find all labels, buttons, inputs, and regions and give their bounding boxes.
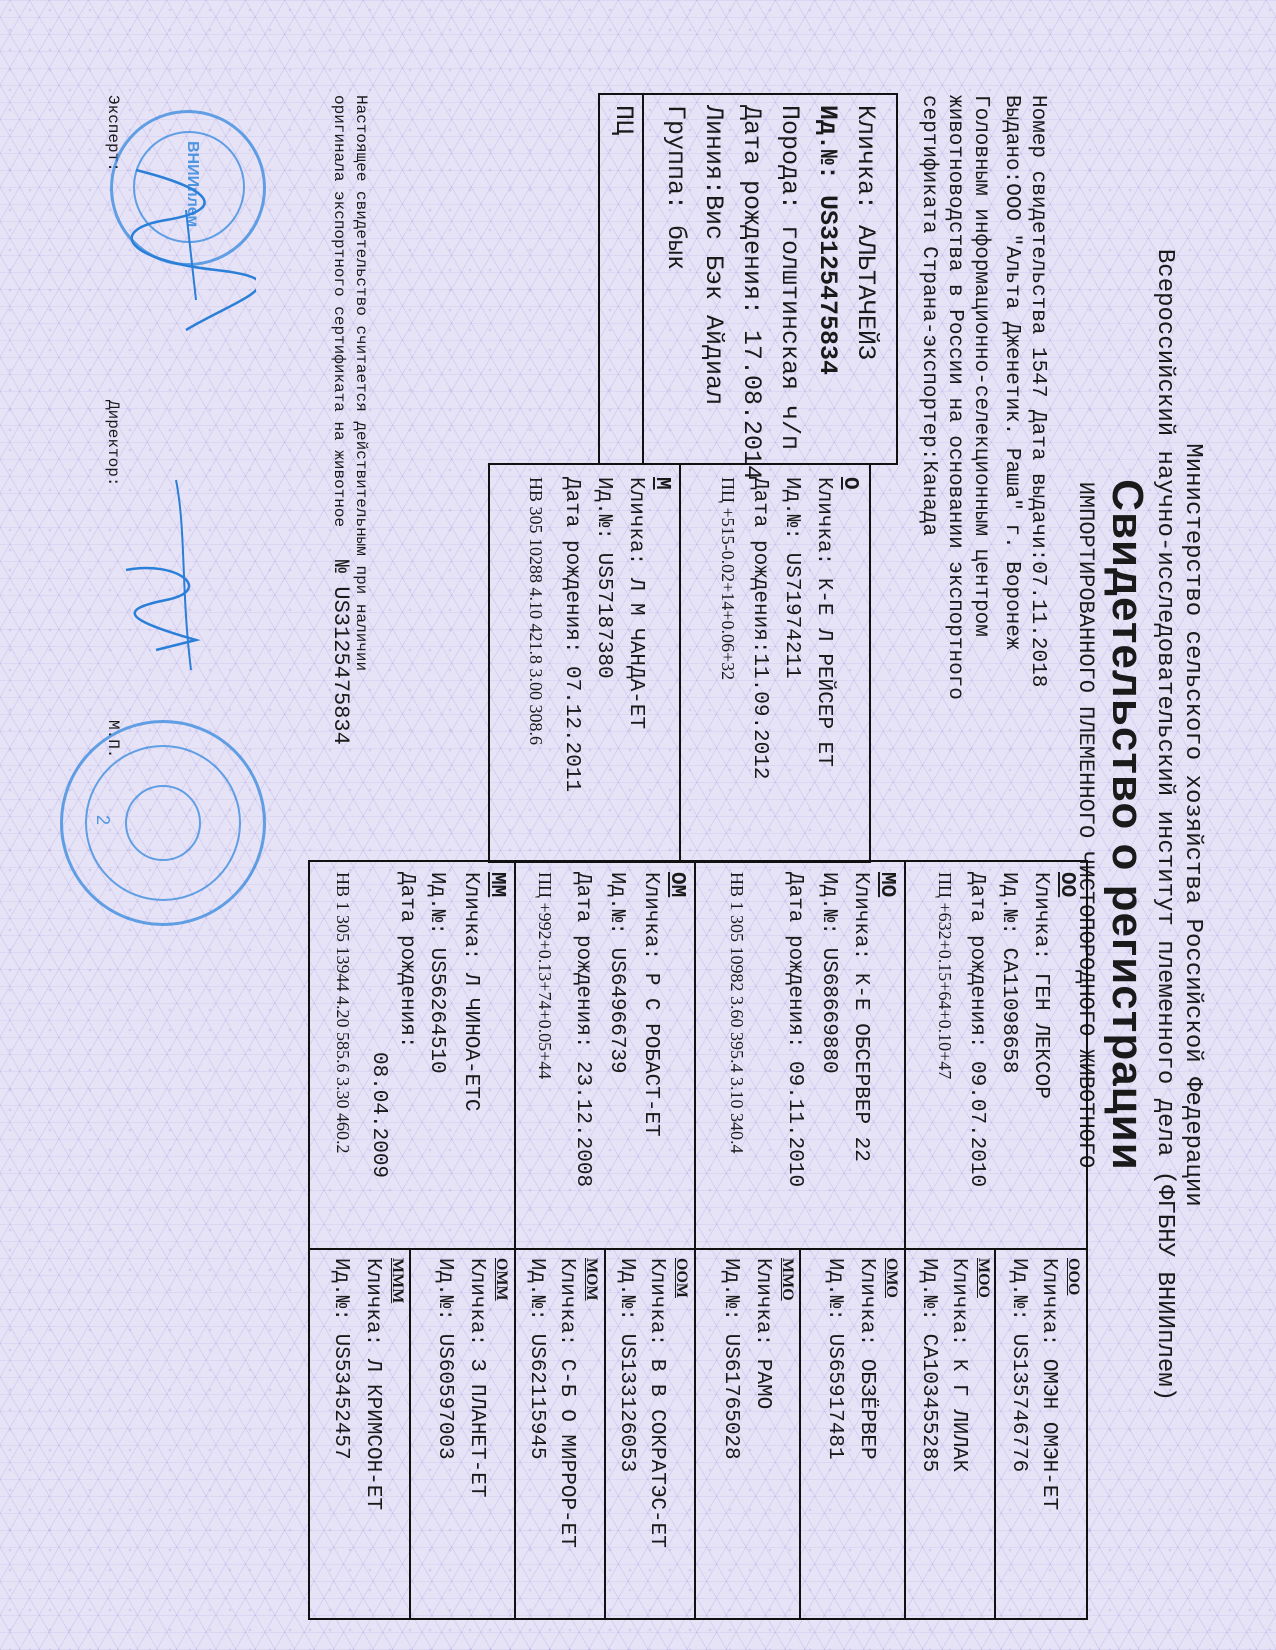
moo-id: Ид.№: CA103455285 bbox=[917, 1258, 940, 1473]
mom-code: МОМ bbox=[583, 1258, 600, 1301]
ggp-divider-2 bbox=[904, 1250, 906, 1618]
institute-line: Всероссийский научно-исследовательский институт племенного дела (ФГБНУ ВНИИплем) bbox=[1151, 248, 1178, 1402]
animal-group: Группа: бык bbox=[661, 105, 690, 271]
om-name: Кличка: Р С РОБАСТ-ЕТ bbox=[639, 872, 662, 1137]
moo-code: МОО bbox=[975, 1258, 992, 1298]
oo-birth-date: Дата рождения: 09.07.2010 bbox=[965, 872, 988, 1188]
page-title: Свидетельство о регистрации bbox=[1103, 479, 1152, 1171]
oom-name: Кличка: В В СОКРАТЭС-ЕТ bbox=[645, 1258, 668, 1548]
mmm-id: Ид.№: US53452457 bbox=[329, 1258, 352, 1460]
sire-pts: ПЦ +515-0.02+14+0.06+32 bbox=[718, 477, 738, 681]
ggp-divider-3 bbox=[799, 1250, 801, 1618]
om-birth-date: Дата рождения: 23.12.2008 bbox=[571, 872, 594, 1188]
ooo-id: Ид.№: US135746776 bbox=[1007, 1258, 1030, 1473]
mo-id: Ид.№: US68669880 bbox=[817, 872, 840, 1074]
mmm-code: МММ bbox=[389, 1258, 406, 1304]
mmo-code: ММО bbox=[779, 1258, 796, 1301]
mm-birth-date: Дата рождения: bbox=[395, 872, 418, 1049]
mom-name: Кличка: С-Б О МИРРОР-ЕТ bbox=[555, 1258, 578, 1548]
official-seal-emblem bbox=[125, 785, 201, 861]
validity-note-line-1: Настоящее свидетельство считается действительным при наличии bbox=[352, 95, 370, 672]
official-seal-number: 2 bbox=[93, 815, 113, 826]
om-id: Ид.№: US64966739 bbox=[605, 872, 628, 1074]
director-label: Директор: bbox=[104, 400, 122, 487]
omm-id: Ид.№: US60597003 bbox=[433, 1258, 456, 1460]
mmo-name: Кличка: РАМО bbox=[751, 1258, 774, 1410]
dam-id: Ид.№: US57187380 bbox=[592, 477, 615, 679]
ministry-line: Министерство сельского хозяйства Российской Федерации bbox=[1179, 443, 1206, 1207]
mo-code: МО bbox=[875, 872, 898, 898]
issued-to-line: Выдано:ООО "Альта Дженетик. Раша" г. Воронеж bbox=[1000, 95, 1023, 650]
ooo-code: ООО bbox=[1065, 1258, 1082, 1296]
gp-divider-3 bbox=[514, 862, 516, 1248]
page-subtitle: ИМПОРТИРОВАННОГО ПЛЕМЕННОГО ЧИСТОПОРОДНОГО ЖИВОТНОГО bbox=[1073, 481, 1098, 1169]
animal-box bbox=[598, 93, 898, 481]
animal-divider bbox=[642, 95, 644, 463]
animal-pts: ПЦ bbox=[609, 105, 638, 136]
oo-code: ОО bbox=[1055, 872, 1078, 898]
moo-name: Кличка: К Г ЛИЛАК bbox=[947, 1258, 970, 1473]
omm-code: ОММ bbox=[493, 1258, 510, 1301]
issuing-center-line-3: сертификата Страна-экспортер:Канада bbox=[917, 95, 940, 537]
issuing-center-line-1: Головным информационно-селекционным центром bbox=[969, 95, 992, 637]
omo-code: ОМО bbox=[883, 1258, 900, 1298]
sire-birth-date: Дата рождения:11.09.2012 bbox=[748, 477, 771, 780]
mo-name: Кличка: К-Е ОБСЕРВЕР 22 bbox=[849, 872, 872, 1162]
gp-divider-1 bbox=[904, 862, 906, 1248]
ggp-divider-1 bbox=[994, 1250, 996, 1618]
grandparents-box bbox=[308, 860, 1088, 1250]
oo-pts: ПЦ +632+0.15+64+0.10+47 bbox=[935, 872, 955, 1080]
ooo-name: Кличка: ОМЭН ОМЭН-ЕТ bbox=[1037, 1258, 1060, 1511]
omo-id: Ид.№: US65917481 bbox=[823, 1258, 846, 1460]
animal-id: Ид.№: US3125475834 bbox=[813, 105, 842, 376]
dam-name: Кличка: Л М ЧАНДА-ЕТ bbox=[624, 477, 647, 730]
official-seal bbox=[60, 720, 266, 926]
mm-production: HB 1 305 13944 4.20 585.6 3.30 460.2 bbox=[333, 872, 353, 1154]
mo-birth-date: Дата рождения: 09.11.2010 bbox=[783, 872, 806, 1188]
animal-birth-date: Дата рождения: 17.08.2014 bbox=[737, 105, 766, 481]
dam-code: М bbox=[650, 477, 673, 490]
om-code: ОМ bbox=[665, 872, 688, 898]
issuing-center-line-2: животноводства в России на основании экспортного bbox=[943, 95, 966, 700]
mm-code: ММ bbox=[485, 872, 508, 898]
expert-signature bbox=[116, 150, 256, 350]
ggp-divider-7 bbox=[409, 1250, 411, 1618]
gp-divider-2 bbox=[694, 862, 696, 1248]
sire-code: О bbox=[838, 477, 861, 490]
ggp-divider-4 bbox=[694, 1250, 696, 1618]
sire-id: Ид.№: US71974211 bbox=[780, 477, 803, 679]
dam-production: HB 305 10288 4.10 421.8 3.00 308.6 bbox=[526, 477, 546, 746]
mm-name: Кличка: Л ЧИНОА-ЕТС bbox=[459, 872, 482, 1112]
sire-name: Кличка: К-Е Л РЕЙСЕР ЕТ bbox=[812, 477, 835, 767]
expert-label: Эксперт: bbox=[104, 95, 122, 172]
mo-production: HB 1 305 10982 3.60 395.4 3.10 340.4 bbox=[727, 872, 747, 1154]
animal-breed: Порода: голштинская ч/п bbox=[775, 105, 804, 451]
oo-name: Кличка: ГЕН ЛЕКСОР bbox=[1029, 872, 1052, 1099]
ggp-divider-5 bbox=[604, 1250, 606, 1618]
dam-birth-date: Дата рождения: 07.12.2011 bbox=[560, 477, 583, 793]
omo-name: Кличка: ОБЗЁРВЕР bbox=[855, 1258, 878, 1460]
om-pts: ПЦ +992+0.13+74+0.05+44 bbox=[535, 872, 555, 1080]
omm-name: Кличка: З ПЛАНЕТ-ЕТ bbox=[465, 1258, 488, 1498]
parents-divider bbox=[679, 465, 681, 861]
animal-name: Кличка: АЛЬТАЧЕЙЗ bbox=[851, 105, 880, 361]
director-signature bbox=[106, 470, 236, 690]
ggp-divider-6 bbox=[514, 1250, 516, 1618]
validity-note-line-2: оригинала экспортного сертификата на животное bbox=[330, 95, 348, 528]
certificate-number-line: Номер свидетельства 1547 Дата выдачи:07.11.2018 bbox=[1026, 95, 1049, 688]
oo-id: Ид.№: CA11098658 bbox=[997, 872, 1020, 1074]
parents-box bbox=[488, 463, 871, 863]
oom-id: Ид.№: US133126053 bbox=[615, 1258, 638, 1473]
mmo-id: Ид.№: US61765028 bbox=[719, 1258, 742, 1460]
expert-stamp-text: ВНИИплем bbox=[184, 141, 201, 228]
mm-id: Ид.№: US56264510 bbox=[425, 872, 448, 1074]
mm-birth-value: 08.04.2009 bbox=[367, 1052, 390, 1179]
validity-certificate-number: № US3125475834 bbox=[328, 560, 353, 745]
great-grandparents-box bbox=[308, 1248, 1088, 1620]
animal-line: Линия:Вис Бэк Айдиал bbox=[699, 105, 728, 406]
mmm-name: Кличка: Л КРИМСОН-ЕТ bbox=[361, 1258, 384, 1511]
mom-id: Ид.№: US62115945 bbox=[525, 1258, 548, 1460]
mp-label: М.П. bbox=[104, 720, 122, 759]
oom-code: ООМ bbox=[673, 1258, 690, 1298]
